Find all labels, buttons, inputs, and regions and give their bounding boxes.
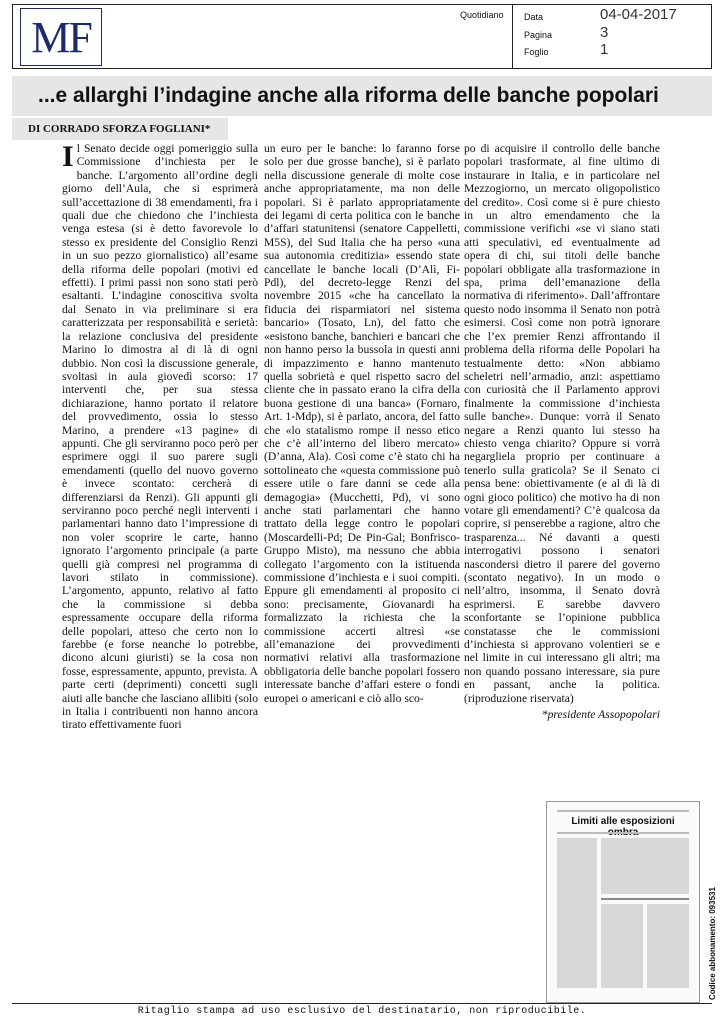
thumbnail-title: Limiti alle esposizioni bbox=[571, 816, 675, 827]
codice-abbonamento bbox=[708, 880, 727, 1000]
codice-text: Codice abbonamento: 093531 bbox=[708, 887, 717, 1000]
article-column-2 bbox=[264, 142, 460, 705]
article-column-1 bbox=[62, 142, 258, 732]
headline-text: ...e allarghi l’indagine anche alla riforma delle banche popolari bbox=[38, 84, 659, 107]
column-3-text: po di acquisire il controllo delle banche popolari trasformate, al fine ultimo di instaurare in Italia, e in particolare nel Mezzogiorno, un mercato oligopolistico del credito». Così come si è pure chiesto in un altro emendamento che la commissione verifichi «se vi siano stati atti speculativi, ed eventualmente ad opera di chi, sui titoli delle banche popolari obbligate alla trasformazione in spa, prima dell’emanazione della normativa di riferimento». Dall’affrontare questo nodo insomma il Senato non potrà esimersi. Così come non potrà ignorare che l’ex premier Renzi affrontando il problema della riforma delle Popolari ha testualmente detto: «Non abbiamo scheletri nell’armadio, anzi: aspettiamo con curiosità che il Parlamento approvi finalmente la commissione d’inchiesta sulle banche». Dunque: vorrà il Senato negare a Renzi quanto lui stesso ha chiesto venga chiarito? Oppure si vorrà negargliela proprio per continuare a tenerlo sulla graticola? Se il Senato ci pensa bene: obiettivamente (e al di là di ogni gioco politico) che motivo ha di non votare gli emendamenti? C’è qualcosa da coprire, si penserebbe a ragione, altro che trasparenza... Né davanti a questi interrogativi possono i senatori nascondersi dietro il parere del governo (scontato negativo). In un modo o nell’altro, insomma, il Senato dovrà esprimersi. E sarebbe davvero sconfortante se l’opinione pubblica constatasse che le commissioni d’inchiesta si approvano volentieri se e nel limite in cui interessano gli altri; ma non quando possano interessare, sia pure en passant, anche la politica. (riproduzione riservata) bbox=[464, 142, 660, 705]
page-thumbnail bbox=[546, 801, 700, 1003]
author-signature: *presidente Assopopolari bbox=[541, 708, 660, 722]
article-column-3 bbox=[464, 142, 660, 721]
quotidiano-label: Quotidiano bbox=[460, 10, 504, 20]
data-label: Data bbox=[524, 12, 544, 22]
article-byline: DI CORRADO SFORZA FOGLIANI* bbox=[12, 118, 228, 140]
mf-logo bbox=[20, 8, 102, 66]
foglio-label: Foglio bbox=[524, 47, 549, 57]
drop-cap: I bbox=[62, 140, 74, 173]
article-headline bbox=[12, 76, 712, 116]
column-2-text: un euro per le banche: lo faranno forse solo per due grosse banche), si è parlato nella discussione generale di molte cose anche appropriatamente, ma non delle popolari. Si è parlato appropriatamente dei legami di certa politica con le banche d’affari statunitensi (senatore Cappelletti, M5S), del Sud Italia che ha perso «una sua autonomia creditizia» essendo state cancellate le banche locali (D’Alì, Fi-Pdl), del decreto-legge Renzi del novembre 2015 «che ha cancellato la fiducia dei risparmiatori nel sistema bancario» (Tosato, Ln), del fatto che «esistono banche, banchieri e bancari che non hanno perso la bussola in questi anni di impazzimento e hanno mantenuto quella sobrietà e quel rispetto sacro del cliente che in passato erano la cifra della buona gestione di una banca» (Fornaro, Art. 1-Mdp), si è parlato, ancora, del fatto che «lo statalismo rompe il nesso etico che c’è all’interno del libero mercato» (D’anna, Ala). Così come c’è stato chi ha sottolineato che «questa commissione può essere utile o fare danni se cede alla demagogia» (Mucchetti, Pd), vi sono anche stati parlamentari che hanno trattato della legge contro le popolari (Moscardelli-Pd; De Pin-Gal; Bonfrisco-Gruppo Misto), ma nessuno che abbia collegato l’argomento con la istituenda commissione d’inchiesta e i suoi compiti. Eppure gli emendamenti al proposito ci sono: precisamente, Giovanardi ha formalizzato la richiesta che la commissione accerti altresì «se all’emanazione dei provvedimenti normativi relativi alla trasformazione obbligatoria delle banche popolari fossero interessate banche d’affari estere o fondi europei o americani e ciò allo sco- bbox=[264, 142, 460, 705]
column-1-text: l Senato decide oggi pomeriggio sulla Commissione d’inchiesta per le banche. L’argomento all’ordine degli giorno dell’Aula, che si esprimerà sull’accettazione di 38 emendamenti, fra i quali due che chiedono che l’inchiesta venga estesa (si è detto favorevole lo stesso ex presidente del Consiglio Renzi in un suo pezzo giornalistico) all’esame della riforma delle popolari (motivi ed effetti). I primi passi non sono stati però esaltanti. L’indagine conoscitiva svolta dal Senato in via preliminare si era caratterizzata per responsabilità e serietà: la relazione conclusiva del presidente Marino lo dimostra al di là di ogni dubbio. Non così la discussione generale, svoltasi in aula giovedì scorso: 17 interventi che, per sua stessa dichiarazione, hanno portato il relatore del provvedimento, ossia lo stesso Marino, a prendere «13 pagine» di appunti. Che gli serviranno poco però per esprimere oggi il suo parere sugli emendamenti (quello del nuovo governo è invece scontato: cercherà di differenziarsi da Renzi). Gli appunti gli serviranno poco perché negli interventi i parlamentari hanno dato l’impressione di non voler scoprire le carte, hanno ignorato l’argomento principale (a parte quelli già compresi nel programma di lavori stilato in commissione). L’argomento, appunto, relativo al fatto che la commissione si debba espressamente occupare della riforma delle popolari, atteso che certo non lo farebbe (e forse neanche lo potrebbe, dicono alcuni giuristi) se la cosa non fosse, espressamente, appunto, prevista. A parte certi (deprimenti) concetti sugli aiuti alle banche che lasciano allibiti (solo in Italia i contribuenti non hanno ancora tirato effettivamente fuori bbox=[62, 142, 258, 732]
footer-notice: Ritaglio stampa ad uso esclusivo del destinatario, non riproducibile. bbox=[137, 1006, 587, 1017]
pagina-value: 3 bbox=[600, 24, 609, 41]
data-value: 04-04-2017 bbox=[600, 6, 677, 23]
logo-text: MF bbox=[31, 12, 91, 62]
foglio-value: 1 bbox=[600, 41, 609, 58]
pagina-label: Pagina bbox=[524, 30, 553, 40]
